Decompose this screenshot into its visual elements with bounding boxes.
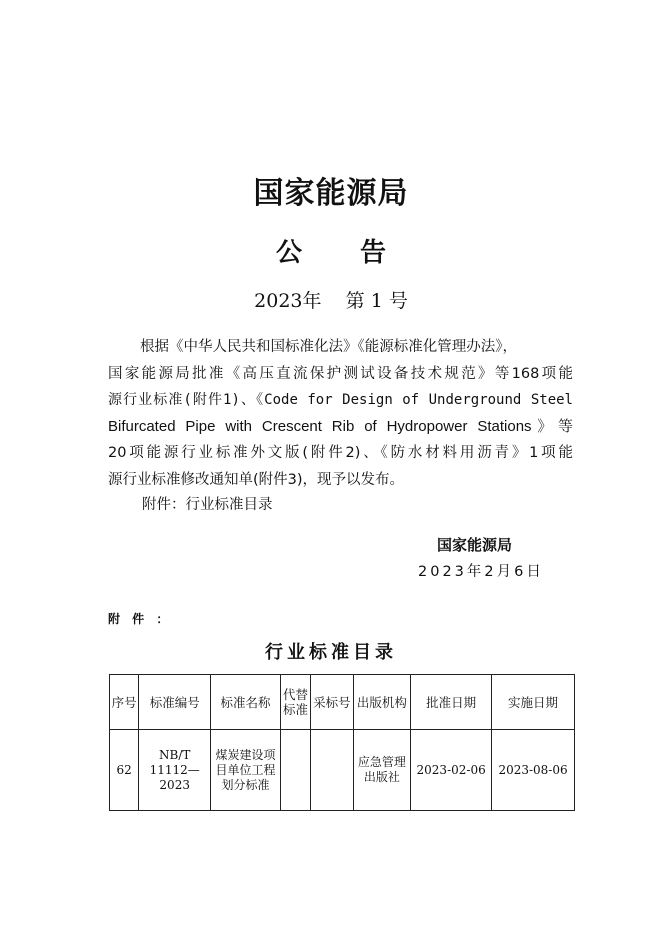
cell-replaces	[280, 730, 310, 811]
body-line: Bifurcated Pipe with Crescent Rib of Hydropower Stations》等	[108, 417, 573, 435]
column-header: 出版机构	[353, 675, 411, 730]
notice-char-2: 告	[360, 238, 387, 268]
notice-heading	[0, 232, 662, 269]
table-header-row	[110, 675, 575, 730]
agency-title: 国家能源局	[253, 176, 409, 211]
column-header: 实施日期	[492, 675, 575, 730]
column-header: 标准名称	[211, 675, 281, 730]
cell-code: NB/T 11112—2023	[139, 730, 211, 811]
body-line: 20项能源行业标准外文版(附件2)、《防水材料用沥青》1项能	[108, 445, 573, 461]
notice-char-1: 公	[275, 238, 302, 268]
column-header: 标准编号	[139, 675, 211, 730]
table-title: 行业标准目录	[265, 642, 397, 663]
column-header: 代替标准	[280, 675, 310, 730]
signature-date: 2023年2月6日	[418, 564, 544, 580]
document-number	[0, 286, 662, 313]
cell-publisher: 应急管理出版社	[353, 730, 411, 811]
body-line: 源行业标准(附件1)、《Code for Design of Underground Steel	[108, 392, 573, 408]
cell-seq: 62	[110, 730, 139, 811]
column-header: 批准日期	[411, 675, 492, 730]
column-header: 采标号	[311, 675, 353, 730]
attachment-label: 附 件 ：	[108, 612, 173, 626]
signature-agency: 国家能源局	[437, 536, 513, 554]
notice-body	[108, 334, 573, 493]
issue-number: 第 1 号	[345, 290, 408, 312]
column-header: 序号	[110, 675, 139, 730]
cell-name: 煤炭建设项目单位工程划分标准	[211, 730, 281, 811]
standards-table	[109, 674, 575, 811]
table-row	[110, 730, 575, 811]
cell-adopted	[311, 730, 353, 811]
document-year: 2023年	[254, 290, 322, 312]
cell-effective: 2023-08-06	[492, 730, 575, 811]
cell-approved: 2023-02-06	[411, 730, 492, 811]
body-line: 国家能源局批准《高压直流保护测试设备技术规范》等168项能	[108, 365, 573, 382]
attachment-reference: 附件：行业标准目录	[142, 497, 273, 513]
body-line: 根据《中华人民共和国标准化法》《能源标准化管理办法》，	[140, 339, 517, 355]
body-line: 源行业标准修改通知单(附件3)，现予以发布。	[108, 471, 405, 488]
